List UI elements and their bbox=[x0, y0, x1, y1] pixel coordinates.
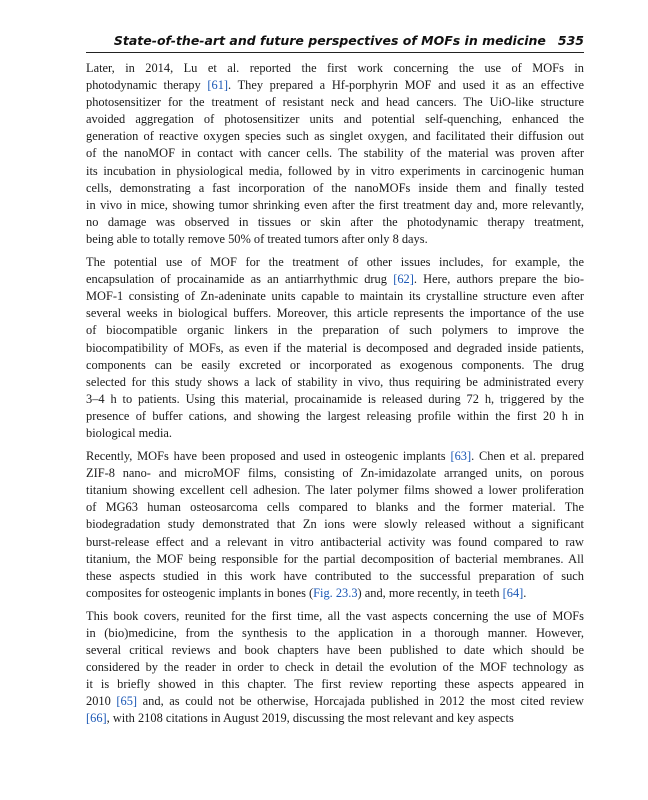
text-run: presence of buffer cations, and showing the largest releasing profile within the first 20 h in bbox=[86, 408, 584, 423]
text-line bbox=[86, 305, 584, 322]
text-line bbox=[86, 197, 584, 214]
text-run: ) and, more recently, in teeth bbox=[357, 585, 503, 600]
text-line bbox=[86, 625, 584, 642]
text-run: . Chen et al. prepared bbox=[471, 449, 584, 464]
text-line bbox=[86, 408, 584, 425]
text-line bbox=[86, 111, 584, 128]
text-run: encapsulation of procainamide as an antiarrhythmic drug bbox=[86, 272, 394, 287]
text-line bbox=[86, 568, 584, 585]
paragraph bbox=[86, 254, 584, 442]
running-header bbox=[86, 33, 584, 51]
text-line bbox=[86, 391, 584, 408]
text-run: cells, demonstrating a fast incorporation of the nanoMOFs inside them and finally tested bbox=[86, 180, 584, 195]
text-run: in (bio)medicine, from the synthesis to the application in a thorough manner. However, bbox=[86, 626, 584, 640]
text-line bbox=[86, 271, 584, 288]
text-line bbox=[86, 425, 584, 442]
paragraph bbox=[86, 60, 584, 248]
text-line bbox=[86, 465, 584, 482]
text-run: avoided aggregation of photosensitizer units and potential self-quenching, enhanced the bbox=[86, 112, 584, 127]
text-line bbox=[86, 357, 584, 374]
text-line bbox=[86, 551, 584, 568]
text-line bbox=[86, 288, 584, 305]
text-run: of the nanoMOF in contact with cancer cells. The stability of the material was proven after bbox=[86, 146, 584, 161]
text-run: several weeks in biological buffers. Moreover, this article represents the importance of the use bbox=[86, 306, 584, 321]
text-line bbox=[86, 60, 584, 77]
text-line bbox=[86, 534, 584, 551]
text-run: The potential use of MOF for the treatment of other issues includes, for example, the bbox=[86, 255, 584, 270]
text-run: burst-release effect and a relevant in vitro antibacterial activity was found compared to raw bbox=[86, 534, 584, 549]
text-line bbox=[86, 608, 584, 625]
text-line bbox=[86, 374, 584, 391]
text-run: . bbox=[523, 585, 527, 600]
text-run: Later, in 2014, Lu et al. reported the first work concerning the use of MOFs in bbox=[86, 61, 584, 75]
text-line bbox=[86, 231, 584, 248]
text-run: titanium showing excellent cell adhesion. The later polymer films showed a lower proliferation bbox=[86, 483, 584, 498]
citation-link[interactable]: Fig. 23.3 bbox=[313, 585, 358, 600]
text-line bbox=[86, 693, 584, 710]
text-line bbox=[86, 710, 584, 727]
text-line bbox=[86, 585, 584, 602]
text-run: being able to totally remove 50% of treated tumors after only 8 days. bbox=[86, 231, 428, 246]
text-run: of MG63 human osteosarcoma cells compared to blanks and the former material. The bbox=[86, 500, 584, 515]
citation-link[interactable]: [66] bbox=[86, 711, 107, 726]
text-line bbox=[86, 94, 584, 111]
text-line bbox=[86, 163, 584, 180]
text-line bbox=[86, 180, 584, 197]
text-run: composites for osteogenic implants in bones ( bbox=[86, 585, 314, 600]
text-run: biodegradation study demonstrated that Zn ions were slowly released without a significant bbox=[86, 517, 584, 532]
text-line bbox=[86, 499, 584, 516]
citation-link[interactable]: [61] bbox=[207, 78, 229, 93]
paragraph bbox=[86, 608, 584, 728]
text-run: selected for this study shows a lack of stability in vivo, thus requiring be administrated every bbox=[86, 374, 584, 389]
text-run: photodynamic therapy bbox=[86, 78, 208, 93]
text-run: , with 2108 citations in August 2019, discussing the most relevant and key aspects bbox=[106, 711, 514, 726]
text-run: 3–4 h to patients. Using this material, procainamide is released during 72 h, triggered by the bbox=[86, 391, 584, 406]
text-line bbox=[86, 642, 584, 659]
text-run: of biocompatible organic linkers in the preparation of such polymers to improve the bbox=[86, 323, 584, 338]
text-run: considered by the reader in order to check in detail the evolution of the MOF technology as bbox=[86, 660, 584, 675]
text-run: its incubation in physiological media, followed by in vitro experiments in carcinogenic human bbox=[86, 163, 584, 178]
text-line bbox=[86, 214, 584, 231]
text-line bbox=[86, 448, 584, 465]
text-run: titanium, the MOF being responsible for the partial decomposition of bacterial membranes. All bbox=[86, 551, 584, 566]
citation-link[interactable]: [62] bbox=[393, 272, 414, 287]
text-run: these aspects studied in this work have contributed to the successful preparation of such bbox=[86, 568, 584, 583]
text-run: . They prepared a Hf-porphyrin MOF and used it as an effective bbox=[228, 78, 584, 93]
text-line bbox=[86, 322, 584, 339]
text-run: . Here, authors prepare the bio- bbox=[413, 272, 584, 287]
text-run: photosensitizer for the treatment of resistant neck and head cancers. The UiO-like structure bbox=[86, 95, 584, 110]
body-text bbox=[86, 60, 584, 734]
text-run: components can be easily excreted or incorporated as exogenous components. The drug bbox=[86, 357, 584, 372]
text-line bbox=[86, 254, 584, 271]
text-run: no damage was observed in tissues or skin after the photodynamic therapy treatment, bbox=[86, 214, 584, 229]
paragraph bbox=[86, 448, 584, 602]
text-line bbox=[86, 659, 584, 676]
text-line bbox=[86, 482, 584, 499]
text-run: Recently, MOFs have been proposed and used in osteogenic implants bbox=[86, 449, 451, 464]
text-line bbox=[86, 340, 584, 357]
running-title: State-of-the-art and future perspectives of MOFs in medicine bbox=[113, 33, 546, 48]
text-run: in vivo in mice, showing tumor shrinking even after the first treatment day and, more relevantly, bbox=[86, 197, 584, 212]
text-run: generation of reactive oxygen species such as singlet oxygen, and facilitated their diffusion out bbox=[86, 129, 584, 144]
text-run: biocompatibility of MOFs, as even if the material is decomposed and degraded inside patients, bbox=[86, 340, 584, 355]
text-run: and, as could not be otherwise, Horcajada published in 2012 the most cited review bbox=[137, 694, 584, 709]
text-run: This book covers, reunited for the first time, all the vast aspects concerning the use of MOFs bbox=[86, 608, 584, 623]
text-line bbox=[86, 516, 584, 533]
citation-link[interactable]: [65] bbox=[116, 694, 138, 709]
text-line bbox=[86, 676, 584, 693]
citation-link[interactable]: [63] bbox=[450, 449, 472, 464]
text-run: MOF-1 consisting of Zn-adeninate units capable to maintain its crystalline structure even after bbox=[86, 289, 584, 304]
page-number: 535 bbox=[557, 33, 584, 48]
text-run: ZIF-8 nano- and microMOF films, consisting of Zn-imidazolate arranged units, on porous bbox=[86, 466, 584, 481]
text-line bbox=[86, 128, 584, 145]
citation-link[interactable]: [64] bbox=[502, 585, 524, 600]
text-run: 2010 bbox=[86, 694, 117, 709]
text-line bbox=[86, 145, 584, 162]
header-rule bbox=[86, 52, 584, 53]
text-run: biological media. bbox=[86, 425, 173, 440]
text-run: it is briefly showed in this chapter. The first review reporting these aspects appeared in bbox=[86, 677, 584, 692]
text-line bbox=[86, 77, 584, 94]
text-run: several critical reviews and book chapters have been published to date which should be bbox=[86, 643, 584, 658]
